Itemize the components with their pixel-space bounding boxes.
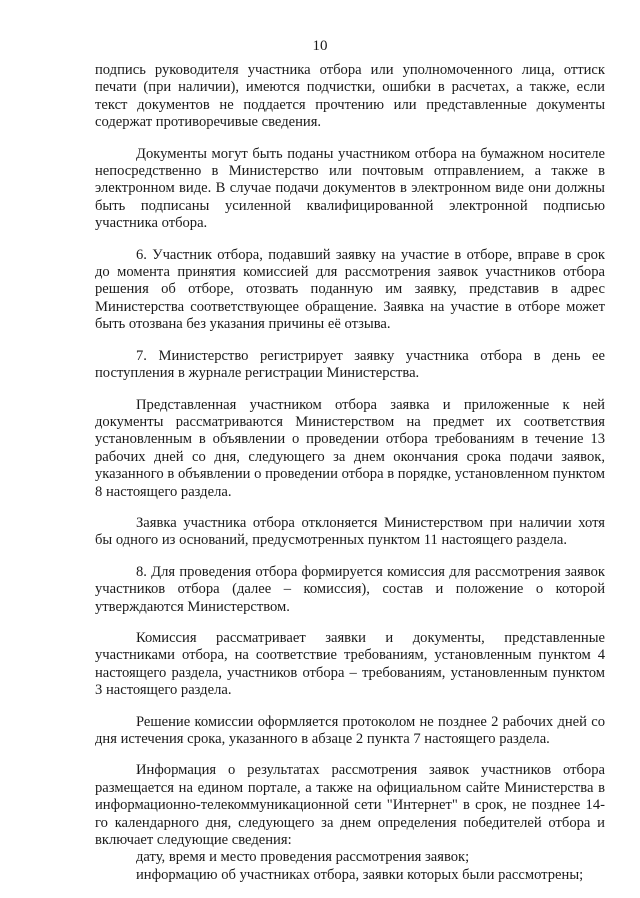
paragraph-item-8: 8. Для проведения отбора формируется комиссия для рассмотрения заявок участников отбора (далее – комиссия), состав и положение о которой утверждаются Министерством. xyxy=(95,563,605,615)
paragraph-results-publication: Информация о результатах рассмотрения заявок участников отбора размещается на едином портале, а также на официальном сайте Министерства в информационно-телекоммуникационной сети "Интернет" в срок, не позднее 14-го календарного дня, следующего за днем определения победителей отбора и включает следующие сведения: xyxy=(95,762,605,849)
document-body xyxy=(95,62,605,884)
paragraph-item-6: 6. Участник отбора, подавший заявку на участие в отборе, вправе в срок до момента принятия комиссией для рассмотрения заявок участников отбора решения об отборе, отозвать поданную им заявку, представив в адрес Министерства соответствующее обращение. Заявка на участие в отборе может быть отозвана без указания причины её отзыва. xyxy=(95,246,605,333)
paragraph-submission-methods: Документы могут быть поданы участником отбора на бумажном носителе непосредственно в Министерство или почтовым отправлением, а также в электронном виде. В случае подачи документов в электронном виде они должны быть подписаны усиленной квалифицированной электронной подписью участника отбора. xyxy=(95,145,605,232)
paragraph-review-period: Представленная участником отбора заявка и приложенные к ней документы рассматриваются Министерством на предмет их соответствия установленным в объявлении о проведении отбора требованиям в течение 13 рабочих дней со дня, следующего за днем окончания срока подачи заявок, указанного в объявлении о проведении отбора в порядке, установленном пунктом 8 настоящего раздела. xyxy=(95,396,605,500)
paragraph-continuation: подпись руководителя участника отбора или уполномоченного лица, оттиск печати (при наличии), имеются подчистки, ошибки в расчетах, а также, если текст документов не поддается прочтению или представленные документы содержат противоречивые сведения. xyxy=(95,62,605,131)
page-number: 10 xyxy=(312,38,328,54)
list-item-participants-info: информацию об участниках отбора, заявки которых были рассмотрены; xyxy=(136,866,584,883)
paragraph-item-7: 7. Министерство регистрирует заявку участника отбора в день ее поступления в журнале регистрации Министерства. xyxy=(95,347,605,382)
paragraph-commission-review: Комиссия рассматривает заявки и документы, представленные участниками отбора, на соответствие требованиям, установленным пунктом 4 настоящего раздела, участников отбора – требованиям, установленным пунктом 3 настоящего раздела. xyxy=(95,629,605,699)
paragraph-rejection: Заявка участника отбора отклоняется Министерством при наличии хотя бы одного из оснований, предусмотренных пунктом 11 настоящего раздела. xyxy=(95,514,605,549)
list-item-review-date: дату, время и место проведения рассмотрения заявок; xyxy=(136,849,470,866)
paragraph-commission-decision: Решение комиссии оформляется протоколом не позднее 2 рабочих дней со дня истечения срока, указанного в абзаце 2 пункта 7 настоящего раздела. xyxy=(95,713,605,747)
